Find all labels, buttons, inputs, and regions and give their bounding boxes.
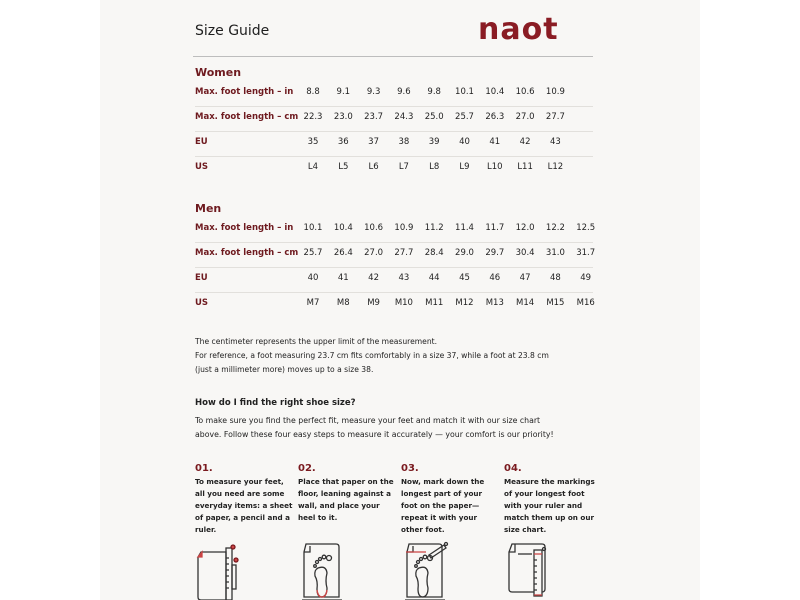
table-cell: 44 xyxy=(428,273,440,283)
table-cell: 27.7 xyxy=(545,112,565,122)
table-cell: 9.6 xyxy=(397,87,411,97)
table-cell: 22.3 xyxy=(303,112,323,122)
step-number: 04. xyxy=(504,463,522,474)
step-text: Measure the markings of your longest foot with your ruler and match them up on our size chart. xyxy=(504,477,595,534)
table-cell: 29.7 xyxy=(485,248,505,258)
table-cell: 9.8 xyxy=(427,87,441,97)
table-cell: M16 xyxy=(576,298,595,308)
step-4 xyxy=(504,463,604,536)
table-cell: 10.6 xyxy=(364,223,384,233)
table-cell: 10.9 xyxy=(394,223,414,233)
table-cell: L4 xyxy=(307,162,319,172)
table-cell: 12.2 xyxy=(545,223,565,233)
table-cell: 27.7 xyxy=(394,248,414,258)
table-cell: 42 xyxy=(519,137,531,147)
step-1 xyxy=(195,463,295,536)
row-label: Max. foot length – cm xyxy=(195,112,299,122)
mark-foot-icon xyxy=(399,540,459,600)
table-cell: 46 xyxy=(489,273,501,283)
row-divider xyxy=(195,106,593,107)
table-cell: 25.0 xyxy=(424,112,444,122)
table-cell: 29.0 xyxy=(455,248,474,258)
table-cell: 11.2 xyxy=(424,223,444,233)
row-label: US xyxy=(195,162,209,172)
paper-ruler-pencil-icon xyxy=(193,540,253,600)
table-cell: 40 xyxy=(307,273,319,283)
table-cell: L5 xyxy=(338,162,349,172)
table-cell: 27.0 xyxy=(364,248,384,258)
row-label: US xyxy=(195,298,209,308)
table-cell: L10 xyxy=(487,162,503,172)
row-divider xyxy=(195,292,593,293)
step-number: 02. xyxy=(298,463,316,474)
table-cell: 9.1 xyxy=(336,87,351,97)
table-cell: 23.0 xyxy=(333,112,353,122)
table-cell: M10 xyxy=(394,298,413,308)
women-heading: Women xyxy=(195,66,242,79)
table-cell: 49 xyxy=(580,273,592,283)
table-cell: 12.0 xyxy=(515,223,535,233)
howto-line: above. Follow these four easy steps to measure it accurately — your comfort is our priority! xyxy=(195,430,554,439)
table-cell: 45 xyxy=(459,273,470,283)
table-cell: 28.4 xyxy=(424,248,444,258)
step-3 xyxy=(401,463,501,536)
table-cell: 10.1 xyxy=(455,87,474,97)
table-cell: 47 xyxy=(519,273,531,283)
row-label: Max. foot length – in xyxy=(195,223,294,233)
table-cell: 10.6 xyxy=(515,87,535,97)
howto-heading: How do I find the right shoe size? xyxy=(195,398,356,408)
row-divider xyxy=(195,131,593,132)
row-label: Max. foot length – in xyxy=(195,87,294,97)
table-cell: L9 xyxy=(459,162,470,172)
table-cell: 10.1 xyxy=(303,223,323,233)
howto-line: To make sure you find the perfect fit, measure your feet and match it with our size chart xyxy=(195,416,541,425)
naot-logo: naot xyxy=(478,12,559,47)
table-cell: L7 xyxy=(398,162,409,172)
table-cell: M11 xyxy=(425,298,444,308)
step-number: 03. xyxy=(401,463,419,474)
table-cell: 37 xyxy=(368,137,379,147)
row-label: EU xyxy=(195,273,208,283)
table-cell: 25.7 xyxy=(303,248,323,258)
table-cell: 9.3 xyxy=(366,87,381,97)
page-title: Size Guide xyxy=(195,23,270,39)
table-cell: 10.4 xyxy=(333,223,353,233)
table-cell: 25.7 xyxy=(455,112,474,122)
table-cell: L12 xyxy=(547,162,564,172)
table-cell: 24.3 xyxy=(394,112,414,122)
table-cell: M9 xyxy=(367,298,380,308)
paper-foot-icon xyxy=(296,540,356,600)
table-cell: 30.4 xyxy=(515,248,535,258)
men-heading: Men xyxy=(195,202,222,215)
table-cell: 39 xyxy=(428,137,440,147)
table-cell: 10.9 xyxy=(545,87,565,97)
table-cell: M14 xyxy=(516,298,535,308)
table-cell: 27.0 xyxy=(515,112,535,122)
table-cell: 38 xyxy=(398,137,410,147)
table-cell: 8.8 xyxy=(306,87,320,97)
measurement-note xyxy=(195,335,615,377)
table-cell: L6 xyxy=(368,162,379,172)
measure-ruler-icon xyxy=(502,540,562,600)
row-label: EU xyxy=(195,137,208,147)
table-cell: M8 xyxy=(336,298,350,308)
note-line: For reference, a foot measuring 23.7 cm fits comfortably in a size 37, while a foot at 23.8 cm xyxy=(195,351,549,360)
table-cell: 40 xyxy=(459,137,470,147)
divider xyxy=(193,56,593,57)
step-text: Now, mark down the longest part of your foot on the paper—repeat it with your other foot. xyxy=(401,477,485,534)
note-line: The centimeter represents the upper limit of the measurement. xyxy=(195,337,438,346)
table-cell: 48 xyxy=(549,273,561,283)
table-cell: 41 xyxy=(489,137,501,147)
table-cell: 11.4 xyxy=(455,223,474,233)
table-cell: 36 xyxy=(337,137,349,147)
note-line: (just a millimeter more) moves up to a size 38. xyxy=(195,365,374,374)
table-cell: L8 xyxy=(429,162,440,172)
table-cell: 43 xyxy=(549,137,561,147)
row-divider xyxy=(195,156,593,157)
table-cell: M13 xyxy=(485,298,504,308)
table-cell: 41 xyxy=(337,273,349,283)
table-cell: 31.7 xyxy=(576,248,596,258)
table-cell: M15 xyxy=(546,298,565,308)
step-2 xyxy=(298,463,398,524)
table-cell: 42 xyxy=(368,273,379,283)
table-cell: 23.7 xyxy=(364,112,384,122)
table-cell: L11 xyxy=(517,162,533,172)
step-text: Place that paper on the floor, leaning against a wall, and place your heel to it. xyxy=(298,477,394,522)
table-cell: 26.4 xyxy=(333,248,353,258)
row-divider xyxy=(195,242,593,243)
table-cell: 43 xyxy=(398,273,410,283)
table-cell: 11.7 xyxy=(485,223,505,233)
table-cell: 12.5 xyxy=(576,223,596,233)
table-cell: M12 xyxy=(455,298,474,308)
table-cell: 26.3 xyxy=(485,112,505,122)
table-cell: M7 xyxy=(306,298,320,308)
table-cell: 10.4 xyxy=(485,87,505,97)
step-number: 01. xyxy=(195,463,213,474)
howto-text xyxy=(195,414,615,442)
table-cell: 35 xyxy=(307,137,319,147)
table-cell: 31.0 xyxy=(545,248,565,258)
size-guide-card xyxy=(100,0,700,600)
step-text: To measure your feet, all you need are some everyday items: a sheet of paper, a pencil and a ruler. xyxy=(195,477,293,534)
row-label: Max. foot length – cm xyxy=(195,248,299,258)
row-divider xyxy=(195,267,593,268)
